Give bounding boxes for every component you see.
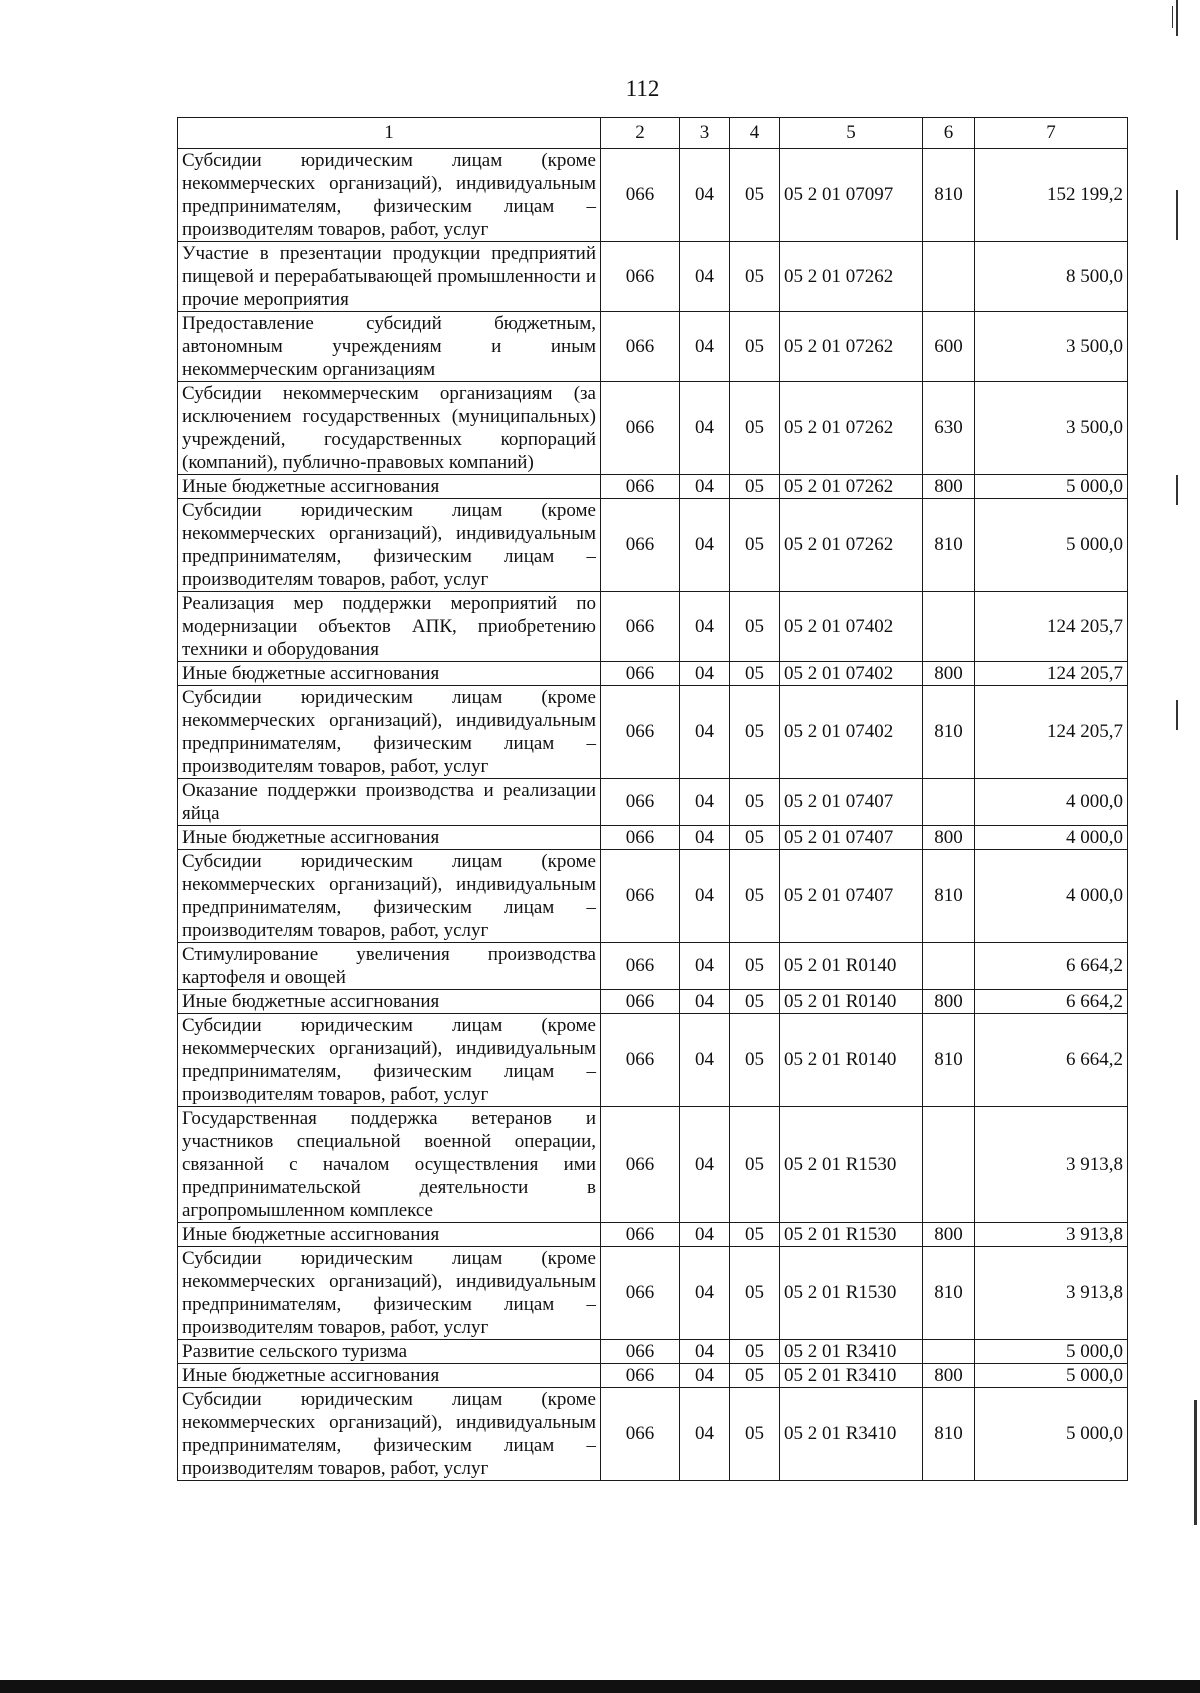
section-cell: 04	[680, 662, 730, 686]
grbs-cell: 066	[601, 1014, 680, 1107]
amount-cell: 4 000,0	[975, 779, 1128, 826]
description-cell: Субсидии юридическим лицам (кроме некоммерческих организаций), индивидуальным предпринимателям, физическим лицам – производителям товаров, работ, услуг	[178, 850, 601, 943]
amount-cell: 5 000,0	[975, 1364, 1128, 1388]
amount-cell: 3 913,8	[975, 1107, 1128, 1223]
subsection-cell: 05	[730, 1107, 780, 1223]
scan-edge-mark	[1194, 1400, 1197, 1525]
amount-cell: 5 000,0	[975, 1388, 1128, 1481]
table-row	[178, 592, 1128, 662]
section-cell: 04	[680, 943, 730, 990]
table-row	[178, 312, 1128, 382]
table-row	[178, 779, 1128, 826]
scan-bottom-band	[0, 1680, 1200, 1693]
description-cell: Иные бюджетные ассигнования	[178, 1364, 601, 1388]
expense-type-cell: 800	[923, 1364, 975, 1388]
table-row	[178, 826, 1128, 850]
table-row	[178, 499, 1128, 592]
description-cell: Иные бюджетные ассигнования	[178, 475, 601, 499]
amount-cell: 8 500,0	[975, 242, 1128, 312]
target-article-cell: 05 2 01 07402	[780, 686, 923, 779]
subsection-cell: 05	[730, 662, 780, 686]
section-cell: 04	[680, 149, 730, 242]
subsection-cell: 05	[730, 1364, 780, 1388]
subsection-cell: 05	[730, 1014, 780, 1107]
section-cell: 04	[680, 826, 730, 850]
section-cell: 04	[680, 1388, 730, 1481]
grbs-cell: 066	[601, 850, 680, 943]
scan-edge-mark	[1176, 0, 1178, 36]
table-header-row	[178, 118, 1128, 149]
amount-cell: 3 500,0	[975, 312, 1128, 382]
expense-type-cell	[923, 1340, 975, 1364]
expense-type-cell: 810	[923, 686, 975, 779]
scan-edge-mark	[1176, 700, 1178, 730]
grbs-cell: 066	[601, 1247, 680, 1340]
table-row	[178, 1340, 1128, 1364]
section-cell: 04	[680, 312, 730, 382]
description-cell: Субсидии юридическим лицам (кроме некоммерческих организаций), индивидуальным предпринимателям, физическим лицам – производителям товаров, работ, услуг	[178, 686, 601, 779]
subsection-cell: 05	[730, 382, 780, 475]
description-cell: Предоставление субсидий бюджетным, автономным учреждениям и иным некоммерческим организациям	[178, 312, 601, 382]
target-article-cell: 05 2 01 R3410	[780, 1388, 923, 1481]
amount-cell: 152 199,2	[975, 149, 1128, 242]
section-cell: 04	[680, 779, 730, 826]
target-article-cell: 05 2 01 R1530	[780, 1247, 923, 1340]
target-article-cell: 05 2 01 07407	[780, 850, 923, 943]
expense-type-cell: 630	[923, 382, 975, 475]
table-row	[178, 990, 1128, 1014]
subsection-cell: 05	[730, 779, 780, 826]
target-article-cell: 05 2 01 07097	[780, 149, 923, 242]
description-cell: Субсидии некоммерческим организациям (за исключением государственных (муниципальных) учреждений, государственных корпораций (компаний), публично-правовых компаний)	[178, 382, 601, 475]
expense-type-cell	[923, 1107, 975, 1223]
target-article-cell: 05 2 01 R0140	[780, 990, 923, 1014]
subsection-cell: 05	[730, 312, 780, 382]
grbs-cell: 066	[601, 499, 680, 592]
header-cell: 1	[178, 118, 601, 149]
grbs-cell: 066	[601, 382, 680, 475]
table-row	[178, 686, 1128, 779]
target-article-cell: 05 2 01 R3410	[780, 1340, 923, 1364]
scan-edge-mark	[1172, 6, 1173, 28]
expense-type-cell: 810	[923, 1388, 975, 1481]
subsection-cell: 05	[730, 943, 780, 990]
expense-type-cell	[923, 592, 975, 662]
target-article-cell: 05 2 01 07262	[780, 475, 923, 499]
budget-table	[177, 117, 1128, 1481]
header-cell: 3	[680, 118, 730, 149]
section-cell: 04	[680, 382, 730, 475]
amount-cell: 3 913,8	[975, 1223, 1128, 1247]
section-cell: 04	[680, 850, 730, 943]
section-cell: 04	[680, 1107, 730, 1223]
subsection-cell: 05	[730, 1247, 780, 1340]
target-article-cell: 05 2 01 R0140	[780, 1014, 923, 1107]
grbs-cell: 066	[601, 943, 680, 990]
target-article-cell: 05 2 01 R1530	[780, 1223, 923, 1247]
description-cell: Субсидии юридическим лицам (кроме некоммерческих организаций), индивидуальным предпринимателям, физическим лицам – производителям товаров, работ, услуг	[178, 499, 601, 592]
table-row	[178, 1364, 1128, 1388]
subsection-cell: 05	[730, 1388, 780, 1481]
description-cell: Субсидии юридическим лицам (кроме некоммерческих организаций), индивидуальным предпринимателям, физическим лицам – производителям товаров, работ, услуг	[178, 1247, 601, 1340]
scan-edge-mark	[1176, 190, 1178, 240]
table-row	[178, 1247, 1128, 1340]
section-cell: 04	[680, 242, 730, 312]
table-row	[178, 242, 1128, 312]
grbs-cell: 066	[601, 1388, 680, 1481]
expense-type-cell	[923, 943, 975, 990]
header-cell: 2	[601, 118, 680, 149]
expense-type-cell: 800	[923, 475, 975, 499]
description-cell: Субсидии юридическим лицам (кроме некоммерческих организаций), индивидуальным предпринимателям, физическим лицам – производителям товаров, работ, услуг	[178, 149, 601, 242]
subsection-cell: 05	[730, 826, 780, 850]
target-article-cell: 05 2 01 07407	[780, 779, 923, 826]
target-article-cell: 05 2 01 07402	[780, 662, 923, 686]
subsection-cell: 05	[730, 475, 780, 499]
section-cell: 04	[680, 592, 730, 662]
header-cell: 4	[730, 118, 780, 149]
expense-type-cell	[923, 779, 975, 826]
grbs-cell: 066	[601, 662, 680, 686]
amount-cell: 4 000,0	[975, 826, 1128, 850]
subsection-cell: 05	[730, 686, 780, 779]
description-cell: Стимулирование увеличения производства картофеля и овощей	[178, 943, 601, 990]
grbs-cell: 066	[601, 686, 680, 779]
expense-type-cell: 810	[923, 850, 975, 943]
subsection-cell: 05	[730, 149, 780, 242]
description-cell: Государственная поддержка ветеранов и участников специальной военной операции, связанной с началом осуществления ими предпринимательской деятельности в агропромышленном комплексе	[178, 1107, 601, 1223]
section-cell: 04	[680, 1223, 730, 1247]
table-row	[178, 149, 1128, 242]
amount-cell: 4 000,0	[975, 850, 1128, 943]
section-cell: 04	[680, 1340, 730, 1364]
grbs-cell: 066	[601, 312, 680, 382]
grbs-cell: 066	[601, 1364, 680, 1388]
header-cell: 6	[923, 118, 975, 149]
subsection-cell: 05	[730, 499, 780, 592]
header-cell: 5	[780, 118, 923, 149]
expense-type-cell: 810	[923, 149, 975, 242]
amount-cell: 6 664,2	[975, 943, 1128, 990]
table-row	[178, 850, 1128, 943]
target-article-cell: 05 2 01 R3410	[780, 1364, 923, 1388]
subsection-cell: 05	[730, 850, 780, 943]
grbs-cell: 066	[601, 1340, 680, 1364]
description-cell: Реализация мер поддержки мероприятий по модернизации объектов АПК, приобретению техники и оборудования	[178, 592, 601, 662]
section-cell: 04	[680, 1364, 730, 1388]
amount-cell: 6 664,2	[975, 1014, 1128, 1107]
section-cell: 04	[680, 1014, 730, 1107]
grbs-cell: 066	[601, 1223, 680, 1247]
subsection-cell: 05	[730, 990, 780, 1014]
target-article-cell: 05 2 01 R1530	[780, 1107, 923, 1223]
amount-cell: 5 000,0	[975, 1340, 1128, 1364]
table-row	[178, 662, 1128, 686]
section-cell: 04	[680, 686, 730, 779]
grbs-cell: 066	[601, 475, 680, 499]
scan-edge-mark	[1176, 475, 1178, 505]
description-cell: Иные бюджетные ассигнования	[178, 662, 601, 686]
description-cell: Участие в презентации продукции предприятий пищевой и перерабатывающей промышленности и прочие мероприятия	[178, 242, 601, 312]
subsection-cell: 05	[730, 242, 780, 312]
subsection-cell: 05	[730, 592, 780, 662]
amount-cell: 5 000,0	[975, 475, 1128, 499]
amount-cell: 6 664,2	[975, 990, 1128, 1014]
table-row	[178, 943, 1128, 990]
table-row	[178, 1014, 1128, 1107]
description-cell: Субсидии юридическим лицам (кроме некоммерческих организаций), индивидуальным предпринимателям, физическим лицам – производителям товаров, работ, услуг	[178, 1388, 601, 1481]
table-body	[178, 149, 1128, 1481]
page-number: 112	[625, 76, 660, 101]
description-cell: Развитие сельского туризма	[178, 1340, 601, 1364]
amount-cell: 3 500,0	[975, 382, 1128, 475]
grbs-cell: 066	[601, 1107, 680, 1223]
target-article-cell: 05 2 01 R0140	[780, 943, 923, 990]
description-cell: Иные бюджетные ассигнования	[178, 826, 601, 850]
amount-cell: 124 205,7	[975, 592, 1128, 662]
expense-type-cell: 800	[923, 662, 975, 686]
grbs-cell: 066	[601, 149, 680, 242]
amount-cell: 5 000,0	[975, 499, 1128, 592]
amount-cell: 124 205,7	[975, 662, 1128, 686]
grbs-cell: 066	[601, 592, 680, 662]
header-cell: 7	[975, 118, 1128, 149]
target-article-cell: 05 2 01 07262	[780, 242, 923, 312]
table-row	[178, 1223, 1128, 1247]
expense-type-cell: 800	[923, 990, 975, 1014]
amount-cell: 124 205,7	[975, 686, 1128, 779]
section-cell: 04	[680, 1247, 730, 1340]
description-cell: Иные бюджетные ассигнования	[178, 1223, 601, 1247]
table-row	[178, 382, 1128, 475]
target-article-cell: 05 2 01 07262	[780, 382, 923, 475]
expense-type-cell: 800	[923, 1223, 975, 1247]
section-cell: 04	[680, 475, 730, 499]
target-article-cell: 05 2 01 07262	[780, 499, 923, 592]
expense-type-cell	[923, 242, 975, 312]
grbs-cell: 066	[601, 826, 680, 850]
target-article-cell: 05 2 01 07402	[780, 592, 923, 662]
expense-type-cell: 810	[923, 499, 975, 592]
section-cell: 04	[680, 499, 730, 592]
table-row	[178, 475, 1128, 499]
expense-type-cell: 600	[923, 312, 975, 382]
description-cell: Субсидии юридическим лицам (кроме некоммерческих организаций), индивидуальным предпринимателям, физическим лицам – производителям товаров, работ, услуг	[178, 1014, 601, 1107]
grbs-cell: 066	[601, 242, 680, 312]
expense-type-cell: 810	[923, 1014, 975, 1107]
amount-cell: 3 913,8	[975, 1247, 1128, 1340]
table-row	[178, 1388, 1128, 1481]
description-cell: Иные бюджетные ассигнования	[178, 990, 601, 1014]
subsection-cell: 05	[730, 1223, 780, 1247]
target-article-cell: 05 2 01 07262	[780, 312, 923, 382]
section-cell: 04	[680, 990, 730, 1014]
target-article-cell: 05 2 01 07407	[780, 826, 923, 850]
expense-type-cell: 800	[923, 826, 975, 850]
table-row	[178, 1107, 1128, 1223]
grbs-cell: 066	[601, 990, 680, 1014]
subsection-cell: 05	[730, 1340, 780, 1364]
expense-type-cell: 810	[923, 1247, 975, 1340]
grbs-cell: 066	[601, 779, 680, 826]
description-cell: Оказание поддержки производства и реализации яйца	[178, 779, 601, 826]
